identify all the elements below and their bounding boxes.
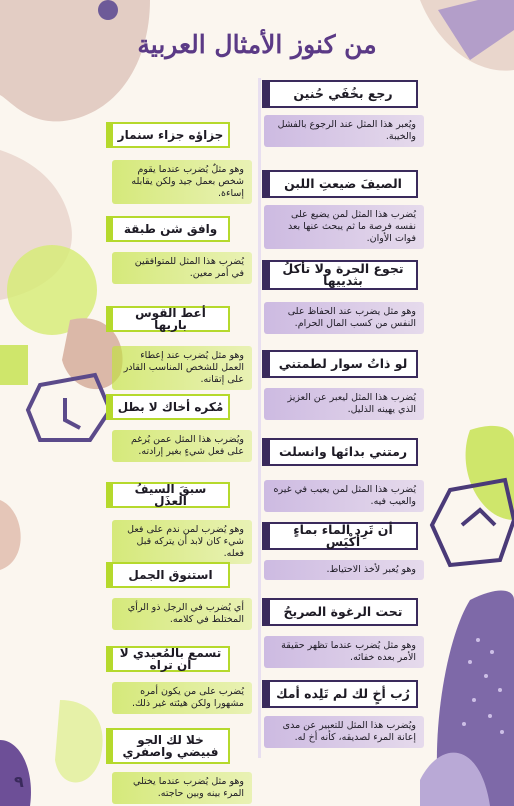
lime-blob-right — [466, 426, 514, 520]
proverb-left-3: أعط القوس باريها — [106, 306, 230, 332]
page-number: ٩ — [14, 772, 24, 791]
meaning-left-7: يُضرب على من يكون أمره مشهورا ولكن هيئته غير ذلك. — [112, 682, 252, 714]
meaning-left-6: أي يُضرب في الرجل ذو الرأي المختلط في كلامه. — [112, 598, 252, 630]
proverb-right-2: الصيفَ ضيعتِ اللبن — [262, 170, 418, 198]
meaning-left-3: وهو مثل يُضرب عند إعطاء العمل للشخص المناسب القادر على إتقانه. — [112, 346, 252, 390]
meaning-left-1: وهو مثلٌ يُضرب عندما يقوم شخص بعمل جيد ولكن يقابله إساءة. — [112, 160, 252, 204]
meaning-left-5: وهو يُضرب لمن ندم على فعل شيء كان لابد أن يتركه قبل فعله. — [112, 520, 252, 564]
proverb-left-7: تسمع بالمُعيدي لا أن تراه — [106, 646, 230, 672]
proverb-right-1: رجع بخُفَي حُنين — [262, 80, 418, 108]
proverb-left-8: خلا لك الجو فبيضي واصفري — [106, 728, 230, 764]
meaning-right-5: يُضرب هذا المثل لمن يعيب في غيره والعيب فيه. — [264, 480, 424, 512]
proverb-right-6: أن تَرِد الماء بماءٍ أكْيَس — [262, 522, 418, 550]
page-title: من كنوز الأمثال العربية — [137, 30, 377, 59]
clock-hexagon-icon — [28, 375, 110, 440]
proverb-left-6: استنوق الجمل — [106, 562, 230, 588]
meaning-left-4: ويُضرب هذا المثل عمن يُرغم على فعل شيءٍ بغير إرادته. — [112, 430, 252, 462]
meaning-right-2: يُضرب هذا المثل لمن يضيع على نفسه فرصة ما ثم يبحث عنها بعد فوات الأوان. — [264, 205, 424, 249]
proverb-right-8: رُب أخٍ لك لم تَلِده أمك — [262, 680, 418, 708]
purple-circle-top-left — [98, 0, 118, 20]
meaning-right-3: وهو مثل يضرب عند الحفاظ على النفس من كسب المال الحرام. — [264, 302, 424, 334]
meaning-right-4: يُضرب هذا المثل ليعبر عن العزيز الذي يهينه الذليل. — [264, 388, 424, 420]
proverb-right-5: رمتني بدائها وانسلت — [262, 438, 418, 466]
proverb-left-4: مُكره أخاك لا بطل — [106, 394, 230, 420]
proverb-left-5: سبقَ السيفُ العذَل — [106, 482, 230, 508]
peach-blob-top-left — [0, 0, 150, 121]
meaning-right-8: ويُضرب هذا المثل للتعبير عن مدى إعانة المرء لصديقه، كأنه أخ له. — [264, 716, 424, 748]
proverb-right-3: تجوع الحرة ولا تأكلُ بثدييها — [262, 260, 418, 290]
peach-blob-left-bottom — [0, 500, 21, 570]
proverb-left-1: جزاؤه جزاء سنمار — [106, 122, 230, 148]
proverb-left-2: وافق شن طبقة — [106, 216, 230, 242]
proverb-right-7: تحت الرغوة الصريحُ — [262, 598, 418, 626]
lime-square-left — [0, 345, 28, 385]
timeline-spine — [258, 78, 261, 758]
proverb-right-4: لو ذاتُ سوار لطمتني — [262, 350, 418, 378]
meaning-left-8: وهو مثل يُضرب عندما يختلي المرء بينه وبين حاجته. — [112, 772, 252, 804]
meaning-right-7: وهو مثل يُضرب عندما تظهر حقيقة الأمر بعده خفائه. — [264, 636, 424, 668]
meaning-right-6: وهو يُعبر لأخذ الاحتياط. — [264, 560, 424, 580]
meaning-right-1: ويُعبر هذا المثل عند الرجوع بالفشل والخيبة. — [264, 115, 424, 147]
lime-blob-bottom-left — [55, 700, 103, 783]
meaning-left-2: يُضرب هذا المثل للمتوافقين في أمر معين. — [112, 252, 252, 284]
